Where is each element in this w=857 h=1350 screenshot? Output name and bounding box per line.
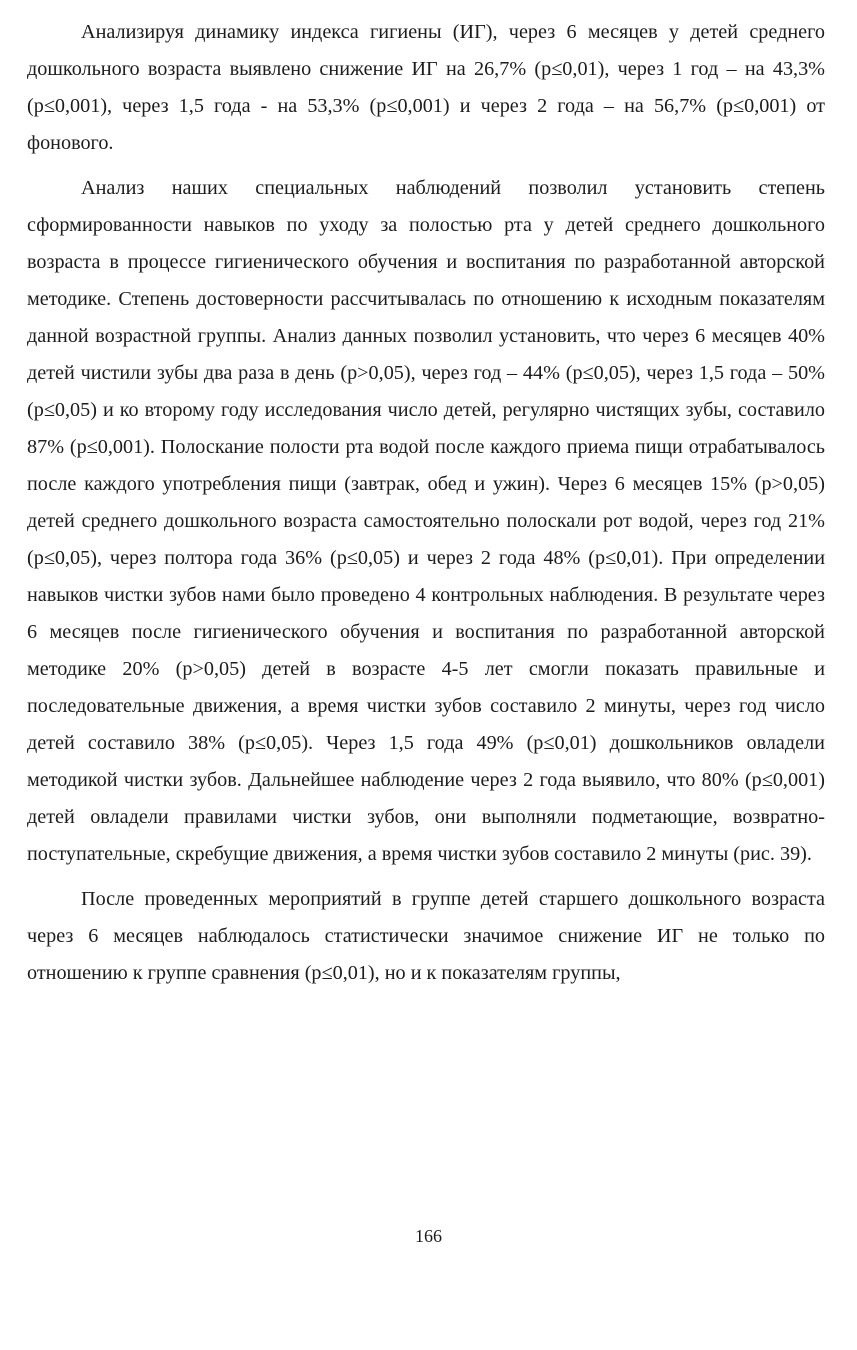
body-text [27,14,825,1000]
paragraph-hygiene-index: Анализируя динамику индекса гигиены (ИГ), через 6 месяцев у детей среднего дошкольного возраста выявлено снижение ИГ на 26,7% (p≤0,01), через 1 год – на 43,3% (p≤0,001), через 1,5 года - на 53,3% (p≤0,001) и через 2 года – на 56,7% (p≤0,001) от фонового. [27,21,825,154]
page-number: 166 [415,1226,442,1246]
paragraph-older-group: После проведенных мероприятий в группе детей старшего дошкольного возраста через 6 месяцев наблюдалось статистически значимое снижение ИГ не только по отношению к группе сравнения (p≤0,01), но и к показателям группы, [27,888,825,984]
paragraph-skills-analysis: Анализ наших специальных наблюдений позволил установить степень сформированности навыков по уходу за полостью рта у детей среднего дошкольного возраста в процессе гигиенического обучения и воспитания по разработанной авторской методике. Степень достоверности рассчитывалась по отношению к исходным показателям данной возрастной группы. Анализ данных позволил установить, что через 6 месяцев 40% детей чистили зубы два раза в день (p>0,05), через год – 44% (p≤0,05), через 1,5 года – 50% (p≤0,05) и ко второму году исследования число детей, регулярно чистящих зубы, составило 87% (p≤0,001). Полоскание полости рта водой после каждого приема пищи отрабатывалось после каждого употребления пищи (завтрак, обед и ужин). Через 6 месяцев 15% (p>0,05) детей среднего дошкольного возраста самостоятельно полоскали рот водой, через год 21% (p≤0,05), через полтора года 36% (p≤0,05) и через 2 года 48% (p≤0,01). При определении навыков чистки зубов нами было проведено 4 контрольных наблюдения. В результате через 6 месяцев после гигиенического обучения и воспитания по разработанной авторской методике 20% (p>0,05) детей в возрасте 4-5 лет смогли показать правильные и последовательные движения, а время чистки зубов составило 2 минуты, через год число детей составило 38% (p≤0,05). Через 1,5 года 49% (p≤0,01) дошкольников овладели методикой чистки зубов. Дальнейшее наблюдение через 2 года выявило, что 80% (p≤0,001) детей овладели правилами чистки зубов, они выполняли подметающие, возвратно-поступательные, скребущие движения, а время чистки зубов составило 2 минуты (рис. 39). [27,177,825,865]
